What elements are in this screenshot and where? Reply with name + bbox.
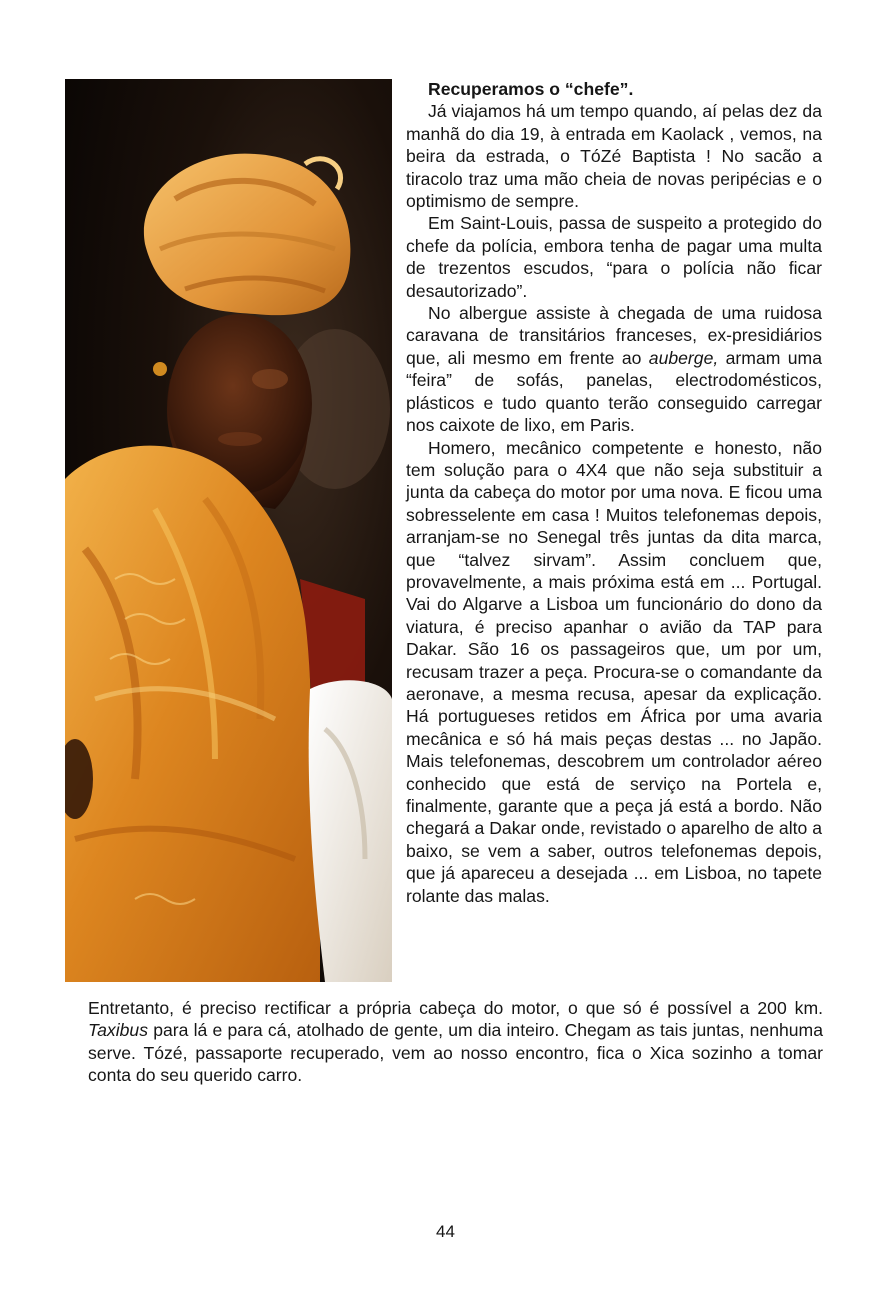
text-column-full [88,997,823,1087]
paragraph-3-italic: auberge, [648,347,719,368]
text-column-right [406,78,822,907]
paragraph-1: Já viajamos há um tempo quando, aí pelas dez da manhã do dia 19, à entrada em Kaolack , vemos, na beira da estrada, o TóZé Baptista ! No sacão a tiracolo traz uma mão cheia de novas peripécias e o optimismo de sempre. [406,101,822,212]
page-number: 44 [436,1222,455,1241]
paragraph-5-text-a: Entretanto, é preciso rectificar a própria cabeça do motor, o que só é possível a 200 km. [88,998,823,1018]
paragraph-4: Homero, mecânico competente e honesto, não tem solução para o 4X4 que não seja substituir a junta da cabeça do motor por uma nova. E ficou uma sobresselente em casa ! Muitos telefonemas depois, arranjam-se no Senegal três juntas da dita marca, que “talvez sirvam”. Assim concluem que, provavelmente, a mais próxima está em ... Portugal. Vai do Algarve a Lisboa um funcionário do dono da viatura, é preciso apanhar o avião da TAP para Dakar. São 16 os passageiros que, um por um, recusam trazer a peça. Procura-se o comandante da aeronave, a mesma recusa, apesar da explicação. Há portugueses retidos em África por uma avaria mecânica e só há mais peças destas ... no Japão. Mais telefonemas, descobrem um controlador aéreo conhecido que está de serviço na Portela e, finalmente, garante que a peça já está a bordo. Não chegará a Dakar onde, revistado o aparelho de alto a baixo, se vem a saber, outros telefonemas depois, que já apareceu a desejada ... em Lisboa, no tapete rolante das malas. [406,437,822,906]
paragraph-3-text-a: No albergue assiste à chegada de uma ruidosa caravana de transitários franceses, ex-presidiários que, ali mesmo em frente ao [406,303,822,368]
paragraph-2: Em Saint-Louis, passa de suspeito a protegido do chefe da polícia, embora tenha de pagar uma multa de trezentos escudos, “para o polícia não ficar desautorizado”. [406,213,822,301]
section-heading: Recuperamos o “chefe”. [428,79,634,99]
paragraph-5-italic: Taxibus [88,1020,148,1041]
paragraph-3 [406,302,822,436]
paragraph-3-text-b: armam uma “feira” de sofás, panelas, electrodomésticos, plásticos e tudo quanto terão conseguido carregar nos caixote de lixo, em Paris. [406,347,822,436]
photo-woman-headwrap [65,79,392,982]
paragraph-5-text-b: para lá e para cá, atolhado de gente, um dia inteiro. Chegam as tais juntas, nenhuma serve. Tózé, passaporte recuperado, vem ao nosso encontro, fica o Xica sozinho a tomar conta do seu querido carro. [88,1020,823,1086]
photo-woman-orange-headwrap-icon [65,79,392,982]
paragraph-5 [88,997,823,1087]
